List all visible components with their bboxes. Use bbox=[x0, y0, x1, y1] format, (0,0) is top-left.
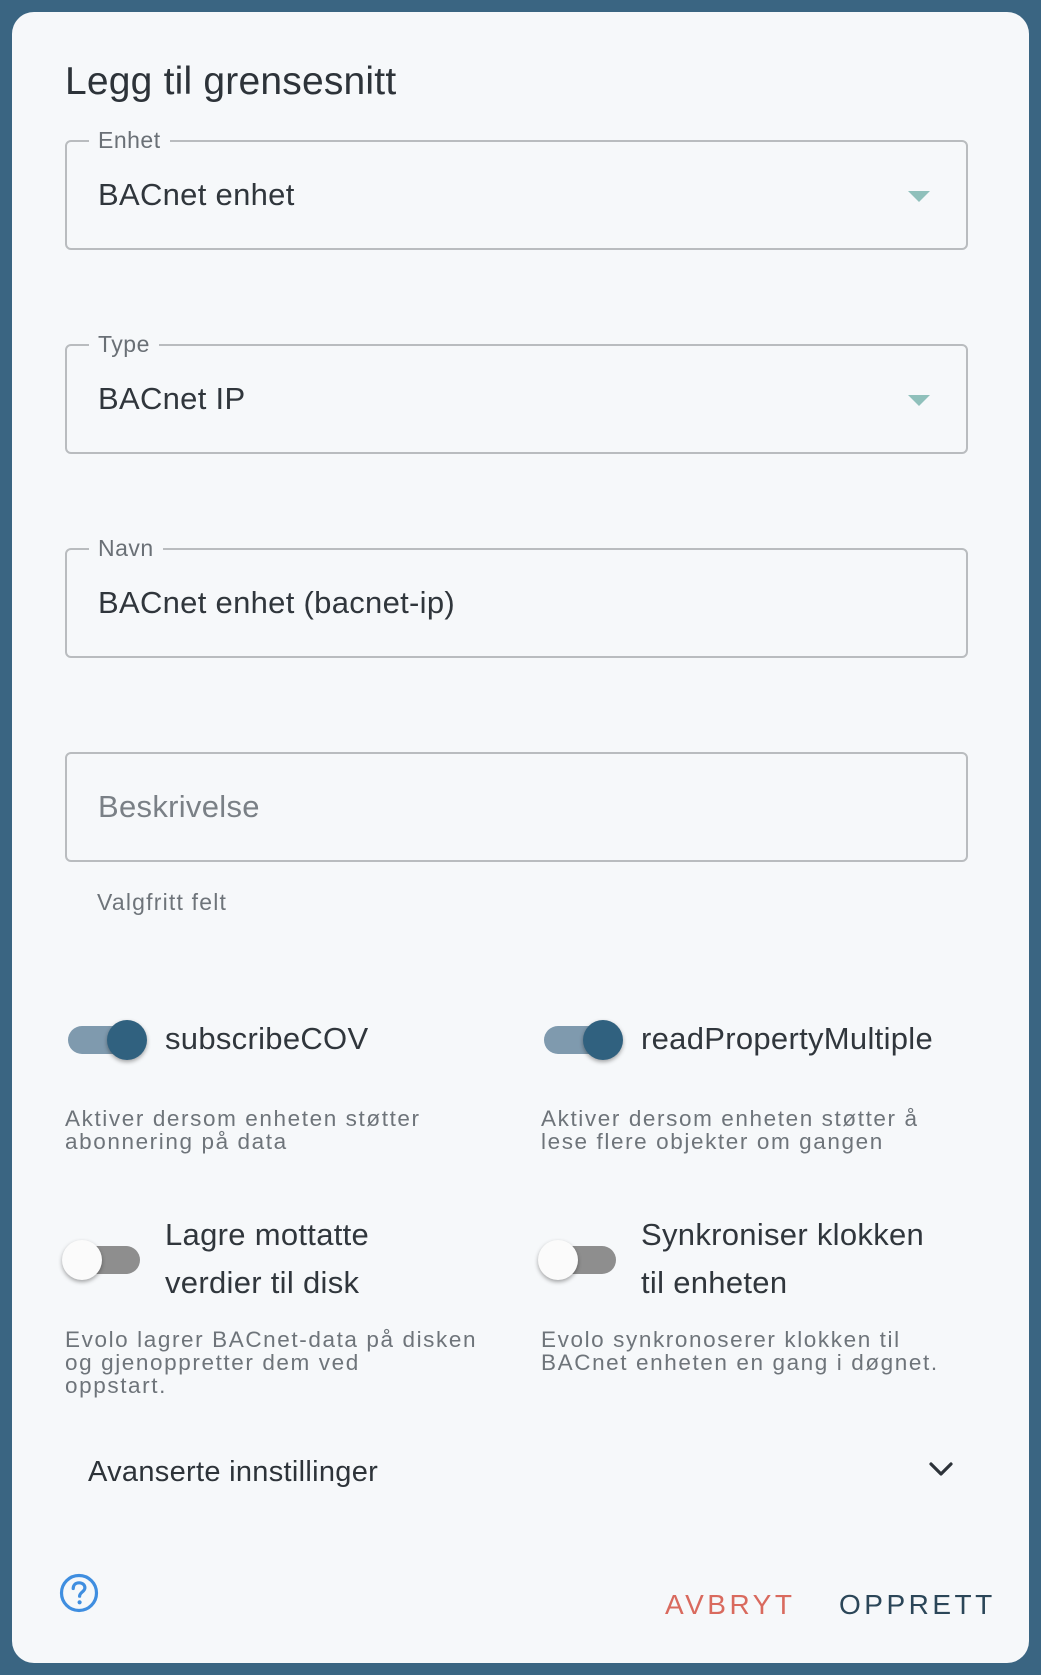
sync-clock-toggle[interactable] bbox=[540, 1231, 620, 1285]
description-line: og gjenoppretter dem ved bbox=[65, 1350, 360, 1375]
description-helper-text: Valgfritt felt bbox=[97, 889, 228, 915]
description-line: Aktiver dersom enheten støtter bbox=[65, 1106, 421, 1131]
label-line: verdier til disk bbox=[165, 1265, 360, 1300]
device-select[interactable] bbox=[65, 127, 968, 250]
toggle-thumb bbox=[107, 1020, 147, 1060]
type-select-value: BACnet IP bbox=[98, 381, 246, 416]
name-input-label: Navn bbox=[89, 535, 163, 562]
type-select-label: Type bbox=[89, 331, 159, 358]
subscribe-cov-label: subscribeCOV bbox=[165, 1021, 369, 1056]
chevron-down-icon bbox=[928, 1460, 954, 1483]
advanced-settings-expander[interactable] bbox=[88, 1448, 968, 1496]
subscribe-cov-toggle[interactable] bbox=[64, 1011, 144, 1065]
description-input[interactable] bbox=[65, 752, 968, 862]
toggle-thumb bbox=[583, 1020, 623, 1060]
toggle-thumb bbox=[62, 1240, 102, 1280]
name-input-value: BACnet enhet (bacnet-ip) bbox=[98, 585, 456, 620]
description-line: abonnering på data bbox=[65, 1129, 288, 1154]
store-to-disk-description bbox=[65, 1328, 477, 1397]
create-interface-dialog bbox=[12, 12, 1029, 1663]
read-property-multiple-toggle[interactable] bbox=[540, 1011, 620, 1065]
subscribe-cov-description bbox=[65, 1107, 421, 1153]
label-line: Lagre mottatte bbox=[165, 1217, 370, 1252]
advanced-settings-label: Avanserte innstillinger bbox=[88, 1456, 379, 1488]
description-line: oppstart. bbox=[65, 1373, 167, 1398]
description-line: Aktiver dersom enheten støtter å bbox=[541, 1106, 919, 1131]
cancel-button[interactable]: AVBRYT bbox=[665, 1589, 796, 1620]
description-line: Evolo lagrer BACnet-data på disken bbox=[65, 1327, 478, 1352]
toggle-thumb bbox=[538, 1240, 578, 1280]
description-input-placeholder: Beskrivelse bbox=[98, 789, 260, 824]
create-button[interactable]: OPPRETT bbox=[839, 1589, 996, 1620]
name-input[interactable] bbox=[65, 535, 968, 658]
type-select[interactable] bbox=[65, 331, 968, 454]
triangle-down-icon bbox=[908, 395, 930, 406]
device-select-value: BACnet enhet bbox=[98, 177, 295, 212]
store-to-disk-label bbox=[165, 1211, 369, 1307]
description-line: Evolo synkronoserer klokken til bbox=[541, 1327, 901, 1352]
triangle-down-icon bbox=[908, 191, 930, 202]
read-property-multiple-description bbox=[541, 1107, 919, 1153]
device-select-label: Enhet bbox=[89, 127, 170, 154]
store-to-disk-toggle[interactable] bbox=[64, 1231, 144, 1285]
description-line: lese flere objekter om gangen bbox=[541, 1129, 884, 1154]
help-circle-icon[interactable] bbox=[59, 1573, 99, 1613]
label-line: Synkroniser klokken bbox=[641, 1217, 925, 1252]
read-property-multiple-label: readPropertyMultiple bbox=[641, 1021, 934, 1056]
sync-clock-label bbox=[641, 1211, 924, 1307]
sync-clock-description bbox=[541, 1328, 939, 1374]
description-line: BACnet enheten en gang i døgnet. bbox=[541, 1350, 939, 1375]
dialog-title: Legg til grensesnitt bbox=[65, 60, 397, 103]
label-line: til enheten bbox=[641, 1265, 788, 1300]
